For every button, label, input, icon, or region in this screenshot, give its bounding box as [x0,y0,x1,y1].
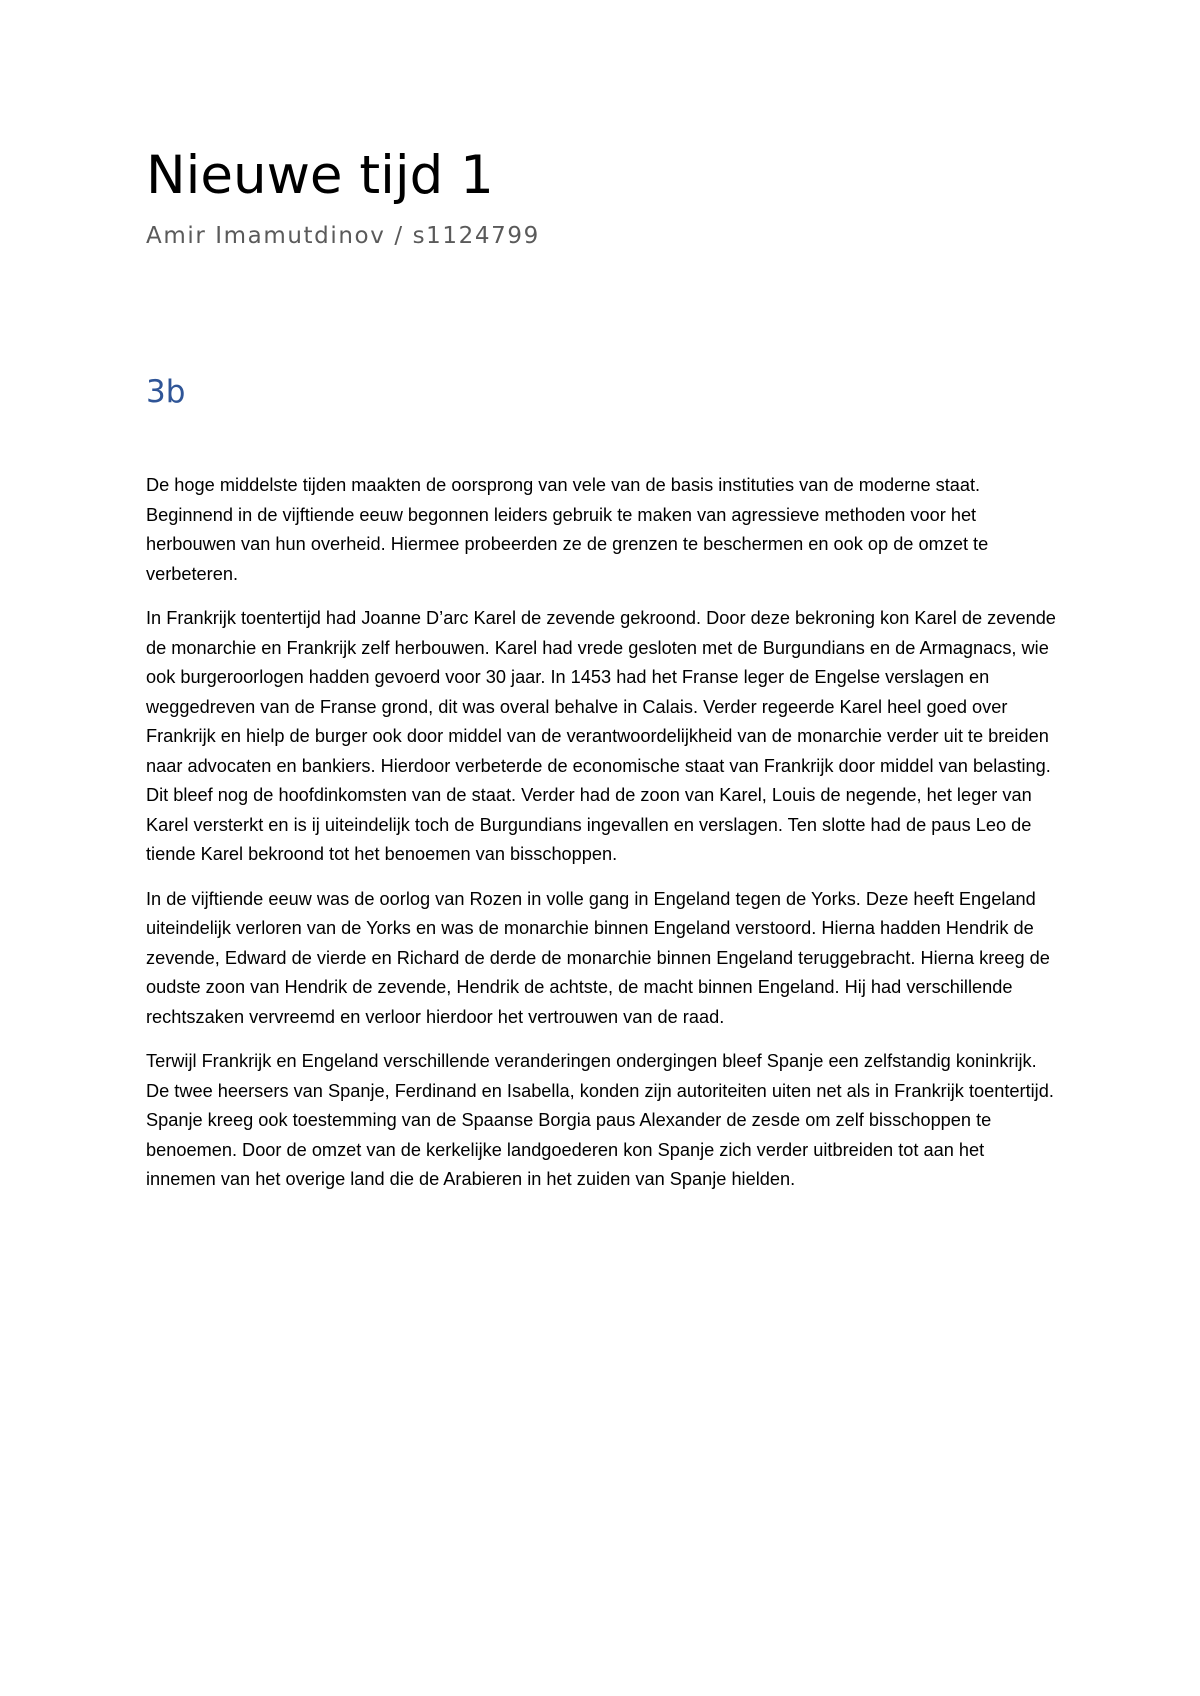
paragraph: In Frankrijk toentertijd had Joanne D’arc Karel de zevende gekroond. Door deze bekroning kon Karel de zevende de monarchie en Frankrijk zelf herbouwen. Karel had vrede gesloten met de Burgundians en de Armagnacs, wie ook burgeroorlogen hadden gevoerd voor 30 jaar. In 1453 had het Franse leger de Engelse verslagen en weggedreven van de Franse grond, dit was overal behalve in Calais. Verder regeerde Karel heel goed over Frankrijk en hielp de burger ook door middel van de verantwoordelijkheid van de monarchie verder uit te breiden naar advocaten en bankiers. Hierdoor verbeterde de economische staat van Frankrijk door middel van belasting. Dit bleef nog de hoofdinkomsten van de staat. Verder had de zoon van Karel, Louis de negende, het leger van Karel versterkt en is ij uiteindelijk toch de Burgundians ingevallen en verslagen. Ten slotte had de paus Leo de tiende Karel bekroond tot het benoemen van bisschoppen. [146,608,1056,864]
paragraph: Terwijl Frankrijk en Engeland verschillende veranderingen ondergingen bleef Spanje een zelfstandig koninkrijk. De twee heersers van Spanje, Ferdinand en Isabella, konden zijn autoriteiten uiten net als in Frankrijk toentertijd. Spanje kreeg ook toestemming van de Spaanse Borgia paus Alexander de zesde om zelf bisschoppen te benoemen. Door de omzet van de kerkelijke landgoederen kon Spanje zich verder uitbreiden tot aan het innemen van het overige land die de Arabieren in het zuiden van Spanje hielden. [146,1051,1054,1189]
document-title: Nieuwe tijd 1 [146,145,494,206]
paragraph: In de vijftiende eeuw was de oorlog van Rozen in volle gang in Engeland tegen de Yorks. Deze heeft Engeland uiteindelijk verloren van de Yorks en was de monarchie binnen Engeland verstoord. Hierna hadden Hendrik de zevende, Edward de vierde en Richard de derde de monarchie binnen Engeland teruggebracht. Hierna kreeg de oudste zoon van Hendrik de zevende, Hendrik de achtste, de macht binnen Engeland. Hij had verschillende rechtszaken vervreemd en verloor hierdoor het vertrouwen van de raad. [146,888,1050,1027]
section-heading: 3b [146,374,186,410]
paragraph: De hoge middelste tijden maakten de oorsprong van vele van de basis instituties van de moderne staat. Beginnend in de vijftiende eeuw begonnen leiders gebruik te maken van agressieve methoden voor het herbouwen van hun overheid. Hiermee probeerden ze de grenzen te beschermen en ook op de omzet te verbeteren. [146,475,989,584]
body-text [146,471,1058,1210]
document-subtitle: Amir Imamutdinov / s1124799 [146,223,540,249]
